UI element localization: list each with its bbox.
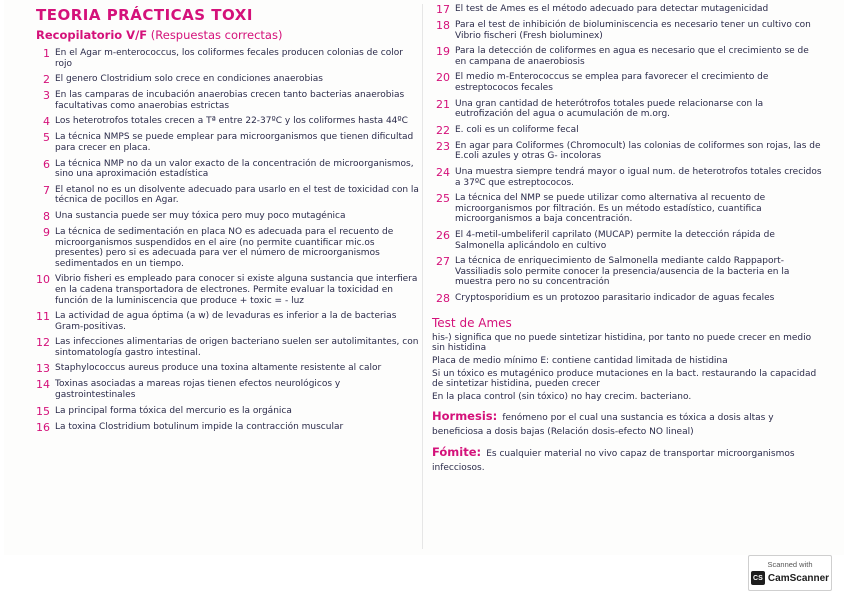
item-text: Para el test de inhibición de bioluminiscencia es necesario tener un cultivo con Vibrio fischeri (Fresh bioluminex) (455, 20, 811, 41)
item-text: Una gran cantidad de heterótrofos totales puede relacionarse con la eutrofización del agua o acumulación de m.org. (455, 98, 764, 120)
list-item (30, 74, 422, 85)
item-text: Vibrio fisheri es empleado para conocer si existe alguna sustancia que interfiera en la cadena transportadora de electrones. Permite evaluar la toxicidad en función de la luminiscencia que produce + toxic = - luz (55, 274, 418, 306)
ames-line: Placa de medio mínimo E: contiene cantidad limitada de histidina (432, 356, 728, 367)
list-item (430, 167, 822, 188)
item-text: La técnica de enriquecimiento de Salmonella mediante caldo Rappaport-Vassiliadis solo permite conocer la presencia/ausencia de la bacteria en la muestra pero no su concentración (455, 256, 790, 288)
term-definition: fenómeno por el cual una sustancia es tóxica a dosis altas y beneficiosa a dosis bajas (Relación dosis-efecto NO lineal) (432, 413, 774, 438)
list-item (30, 211, 422, 222)
ames-lines (430, 333, 822, 403)
item-text: Los heterotrofos totales crecen a Tª entre 22-37ºC y los coliformes hasta 44ºC (55, 116, 408, 127)
ames-heading: Test de Ames (432, 315, 512, 330)
item-number: 7 (43, 183, 50, 197)
item-number: 17 (436, 3, 450, 16)
list-item (430, 4, 822, 15)
list-item (430, 293, 822, 304)
badge-brand: CamScanner (767, 572, 830, 584)
item-number: 15 (36, 404, 50, 418)
item-text: En el Agar m-enterococcus, los coliformes fecales producen colonias de color rojo (55, 48, 403, 69)
list-item (30, 227, 422, 269)
item-number: 13 (36, 362, 50, 376)
item-text: Una sustancia puede ser muy tóxica pero muy poco mutagénica (55, 210, 346, 221)
item-text: La toxina Clostridium botulinum impide la contracción muscular (55, 421, 344, 432)
list-item (430, 46, 822, 67)
item-text: El medio m-Enterococcus se emplea para favorecer el crecimiento de estreptococos fecales (455, 72, 769, 93)
list-item (30, 311, 422, 332)
term-label: Fómite: (432, 445, 482, 460)
item-number: 28 (436, 291, 450, 305)
item-number: 27 (436, 255, 450, 269)
list-item (30, 132, 422, 153)
page-fold (422, 4, 423, 549)
item-text: El genero Clostridium solo crece en condiciones anaerobias (55, 74, 323, 85)
list-item (430, 193, 822, 225)
item-text: La técnica NMPS se puede emplear para microorganismos que tienen dificultad para crecer en placa. (55, 132, 414, 153)
right-column (430, 4, 822, 474)
list-item (30, 363, 422, 374)
list-item (430, 256, 822, 288)
ames-line: Si un tóxico es mutagénico produce mutaciones en la bact. restaurando la capacidad de sintetizar histidina, pueden crecer (432, 368, 817, 390)
item-number: 18 (436, 19, 450, 32)
item-number: 8 (43, 209, 50, 223)
list-item (430, 72, 822, 93)
item-number: 26 (436, 228, 450, 242)
list-item (30, 406, 422, 417)
list-item (430, 99, 822, 120)
item-number: 12 (36, 336, 50, 350)
ames-line: his-) significa que no puede sintetizar histidina, por tanto no puede crecer en medio sin histidina (432, 332, 812, 354)
subtitle-label: Recopilatorio V/F (36, 28, 148, 42)
badge-caption: Scanned with (767, 560, 813, 569)
item-text: La principal forma tóxica del mercurio es la orgánica (55, 405, 292, 416)
camscanner-badge (748, 555, 832, 591)
item-text: En agar para Coliformes (Chromocult) las colonias de coliformes son rojas, las de E.coli azules y otras G- incoloras (455, 140, 821, 162)
definition-hormesis (432, 410, 822, 438)
list-item (30, 185, 422, 206)
list-item (30, 48, 422, 69)
list-item (30, 90, 422, 111)
item-number: 25 (436, 192, 450, 206)
item-text: E. coli es un coliforme fecal (455, 124, 579, 135)
item-number: 19 (436, 45, 450, 59)
item-text: El etanol no es un disolvente adecuado para usarlo en el test de toxicidad con la técnica de pocillos en Agar. (55, 184, 419, 206)
list-item (30, 379, 422, 400)
notes-sheet (4, 0, 844, 555)
ames-line: En la placa control (sin tóxico) no hay crecim. bacteriano. (432, 391, 692, 402)
list-item (430, 230, 822, 251)
list-item (30, 159, 422, 180)
item-number: 20 (436, 71, 450, 85)
item-number: 14 (36, 378, 50, 392)
item-text: La técnica de sedimentación en placa NO es adecuada para el recuento de microorganismos suspendidos en el aire (no permite cuantificar mic.os presentes) pero si es adecuada para ver el número de microorganismos sedimentados en un tiempo. (55, 226, 394, 269)
item-text: Para la detección de coliformes en agua es necesario que el crecimiento se de en campana de anaerobiosis (455, 46, 809, 67)
item-number: 23 (436, 139, 450, 153)
item-text: En las camparas de incubación anaerobias crecen tanto bacterias anaerobias facultativas como anaerobias estrictas (55, 90, 405, 111)
term-label: Hormesis: (432, 409, 498, 424)
item-number: 24 (436, 165, 450, 179)
item-number: 11 (36, 310, 50, 324)
item-number: 16 (36, 420, 50, 434)
item-text: La técnica del NMP se puede utilizar como alternativa al recuento de microorganismos por filtración. Es un método estadístico, cuantifica microorganismos a baja concentración. (455, 193, 766, 225)
list-item (30, 422, 422, 433)
item-number: 3 (43, 89, 50, 103)
item-number: 1 (43, 47, 50, 60)
item-text: La técnica NMP no da un valor exacto de la concentración de microorganismos, sino una aproximación estadística (55, 158, 414, 180)
item-number: 21 (436, 97, 450, 111)
list-item (430, 141, 822, 162)
item-number: 4 (43, 115, 50, 129)
camscanner-logo-icon: CS (751, 571, 765, 585)
definition-fomite (432, 446, 822, 474)
left-column (30, 4, 422, 438)
term-definition: Es cualquier material no vivo capaz de transportar microorganismos infecciosos. (432, 449, 795, 473)
item-text: El test de Ames es el método adecuado para detectar mutagenicidad (455, 4, 769, 14)
item-number: 10 (36, 273, 50, 287)
right-item-list (430, 4, 822, 304)
item-text: Las infecciones alimentarias de origen bacteriano suelen ser autolimitantes, con sintomatología gastro intestinal. (55, 337, 419, 358)
list-item (30, 337, 422, 358)
badge-row (749, 571, 831, 585)
list-item (430, 20, 822, 41)
list-item (30, 116, 422, 127)
item-text: La actividad de agua óptima (a w) de levaduras es inferior a la de bacterias Gram-positivas. (55, 311, 397, 332)
item-text: Cryptosporidium es un protozoo parasitario indicador de aguas fecales (455, 292, 775, 303)
item-number: 9 (43, 225, 50, 239)
item-number: 5 (43, 131, 50, 145)
item-text: Staphylococcus aureus produce una toxina altamente resistente al calor (55, 363, 382, 374)
item-number: 2 (43, 73, 50, 87)
subtitle-note: (Respuestas correctas) (150, 28, 283, 42)
list-item (430, 125, 822, 136)
item-number: 6 (43, 157, 50, 171)
item-text: El 4-metil-umbeliferil caprilato (MUCAP) permite la detección rápida de Salmonella aplicándolo en cultivo (455, 229, 775, 251)
item-number: 22 (436, 123, 450, 137)
page-title: TEORIA PRÁCTICAS TOXI (36, 6, 253, 24)
left-item-list (30, 48, 422, 433)
item-text: Una muestra siempre tendrá mayor o igual num. de heterotrofos totales crecidos a 37ºC que estreptococos. (455, 166, 822, 188)
section-subtitle (36, 28, 422, 42)
item-text: Toxinas asociadas a mareas rojas tienen efectos neurológicos y gastrointestinales (55, 379, 341, 401)
list-item (30, 274, 422, 306)
